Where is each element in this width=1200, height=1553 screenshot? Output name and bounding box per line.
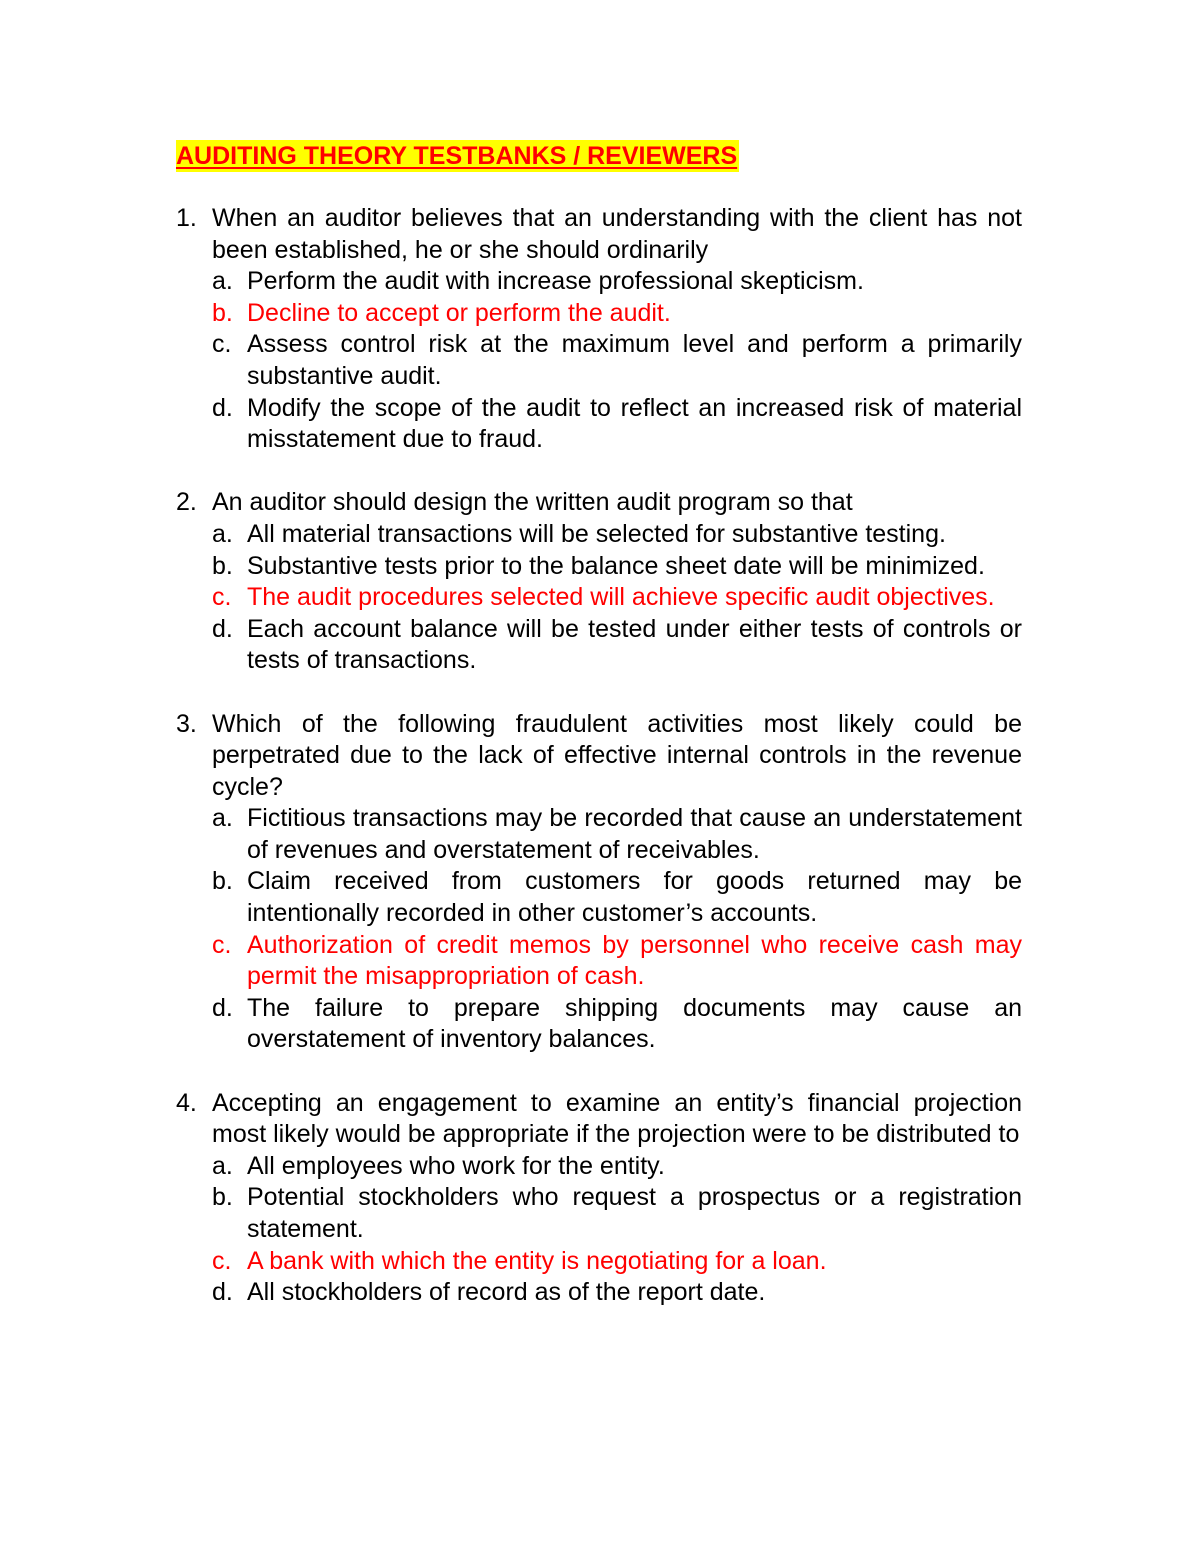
document-page [176, 140, 1022, 1309]
choice-letter: a. [212, 804, 233, 833]
answer-choice [212, 993, 1022, 1056]
choice-letter: c. [212, 930, 232, 959]
choice-text: Each account balance will be tested under either tests of controls or tests of transactions. [247, 614, 1022, 675]
question-item [176, 203, 1022, 456]
choice-text: All stockholders of record as of the report date. [247, 1278, 766, 1307]
choice-text: Authorization of credit memos by personnel who receive cash may permit the misappropriation of cash. [247, 930, 1022, 991]
question-number: 3. [176, 709, 197, 738]
choice-list [212, 1151, 1022, 1309]
choice-letter: b. [212, 551, 233, 580]
choice-letter: b. [212, 1183, 233, 1212]
choice-text: Fictitious transactions may be recorded that cause an understatement of revenues and overstatement of receivables. [247, 804, 1022, 864]
answer-choice-correct [212, 1246, 1022, 1278]
choice-letter: a. [212, 1151, 233, 1180]
choice-text: A bank with which the entity is negotiating for a loan. [247, 1246, 827, 1275]
choice-text: The failure to prepare shipping documents may cause an overstatement of inventory balances. [247, 993, 1022, 1054]
choice-text: All material transactions will be selected for substantive testing. [247, 519, 946, 548]
answer-choice [212, 1182, 1022, 1245]
answer-choice-correct [212, 930, 1022, 993]
choice-text: The audit procedures selected will achieve specific audit objectives. [247, 583, 995, 612]
choice-text: Claim received from customers for goods returned may be intentionally recorded in other customer’s accounts. [247, 867, 1022, 928]
answer-choice [212, 266, 1022, 298]
answer-choice [212, 519, 1022, 551]
question-item [176, 709, 1022, 1057]
answer-choice [212, 393, 1022, 456]
question-number: 4. [176, 1088, 197, 1117]
answer-choice [212, 1151, 1022, 1183]
answer-choice-correct [212, 582, 1022, 614]
question-text: Which of the following fraudulent activities most likely could be perpetrated due to the lack of effective internal controls in the revenue cycle? [212, 709, 1022, 801]
choice-letter: d. [212, 1278, 233, 1307]
question-number: 2. [176, 488, 197, 517]
answer-choice [212, 1277, 1022, 1309]
choice-letter: d. [212, 993, 233, 1022]
choice-letter: c. [212, 1246, 232, 1275]
choice-text: All employees who work for the entity. [247, 1151, 665, 1180]
question-list [176, 203, 1022, 1309]
answer-choice [212, 803, 1022, 866]
choice-list [212, 519, 1022, 677]
choice-text: Assess control risk at the maximum level and perform a primarily substantive audit. [247, 330, 1022, 390]
question-text: When an auditor believes that an understanding with the client has not been established, he or she should ordinarily [212, 204, 1022, 264]
question-text: An auditor should design the written audit program so that [212, 488, 853, 517]
choice-letter: c. [212, 330, 232, 359]
choice-letter: b. [212, 867, 233, 896]
choice-letter: c. [212, 583, 232, 612]
question-item [176, 1088, 1022, 1309]
choice-letter: d. [212, 614, 233, 643]
answer-choice [212, 866, 1022, 929]
choice-text: Modify the scope of the audit to reflect an increased risk of material misstatement due to fraud. [247, 393, 1022, 454]
choice-list [212, 803, 1022, 1056]
answer-choice [212, 329, 1022, 392]
choice-letter: b. [212, 298, 233, 327]
choice-text: Decline to accept or perform the audit. [247, 298, 671, 327]
choice-letter: d. [212, 393, 233, 422]
choice-letter: a. [212, 267, 233, 296]
question-item [176, 487, 1022, 677]
choice-text: Substantive tests prior to the balance sheet date will be minimized. [247, 551, 985, 580]
choice-list [212, 266, 1022, 456]
choice-letter: a. [212, 519, 233, 548]
choice-text: Potential stockholders who request a prospectus or a registration statement. [247, 1183, 1022, 1243]
question-text: Accepting an engagement to examine an entity’s financial projection most likely would be appropriate if the projection were to be distributed to [212, 1088, 1022, 1149]
answer-choice [212, 551, 1022, 583]
answer-choice [212, 614, 1022, 677]
choice-text: Perform the audit with increase professional skepticism. [247, 267, 864, 296]
answer-choice-correct [212, 298, 1022, 330]
question-number: 1. [176, 204, 197, 232]
document-title: AUDITING THEORY TESTBANKS / REVIEWERS [176, 142, 738, 170]
